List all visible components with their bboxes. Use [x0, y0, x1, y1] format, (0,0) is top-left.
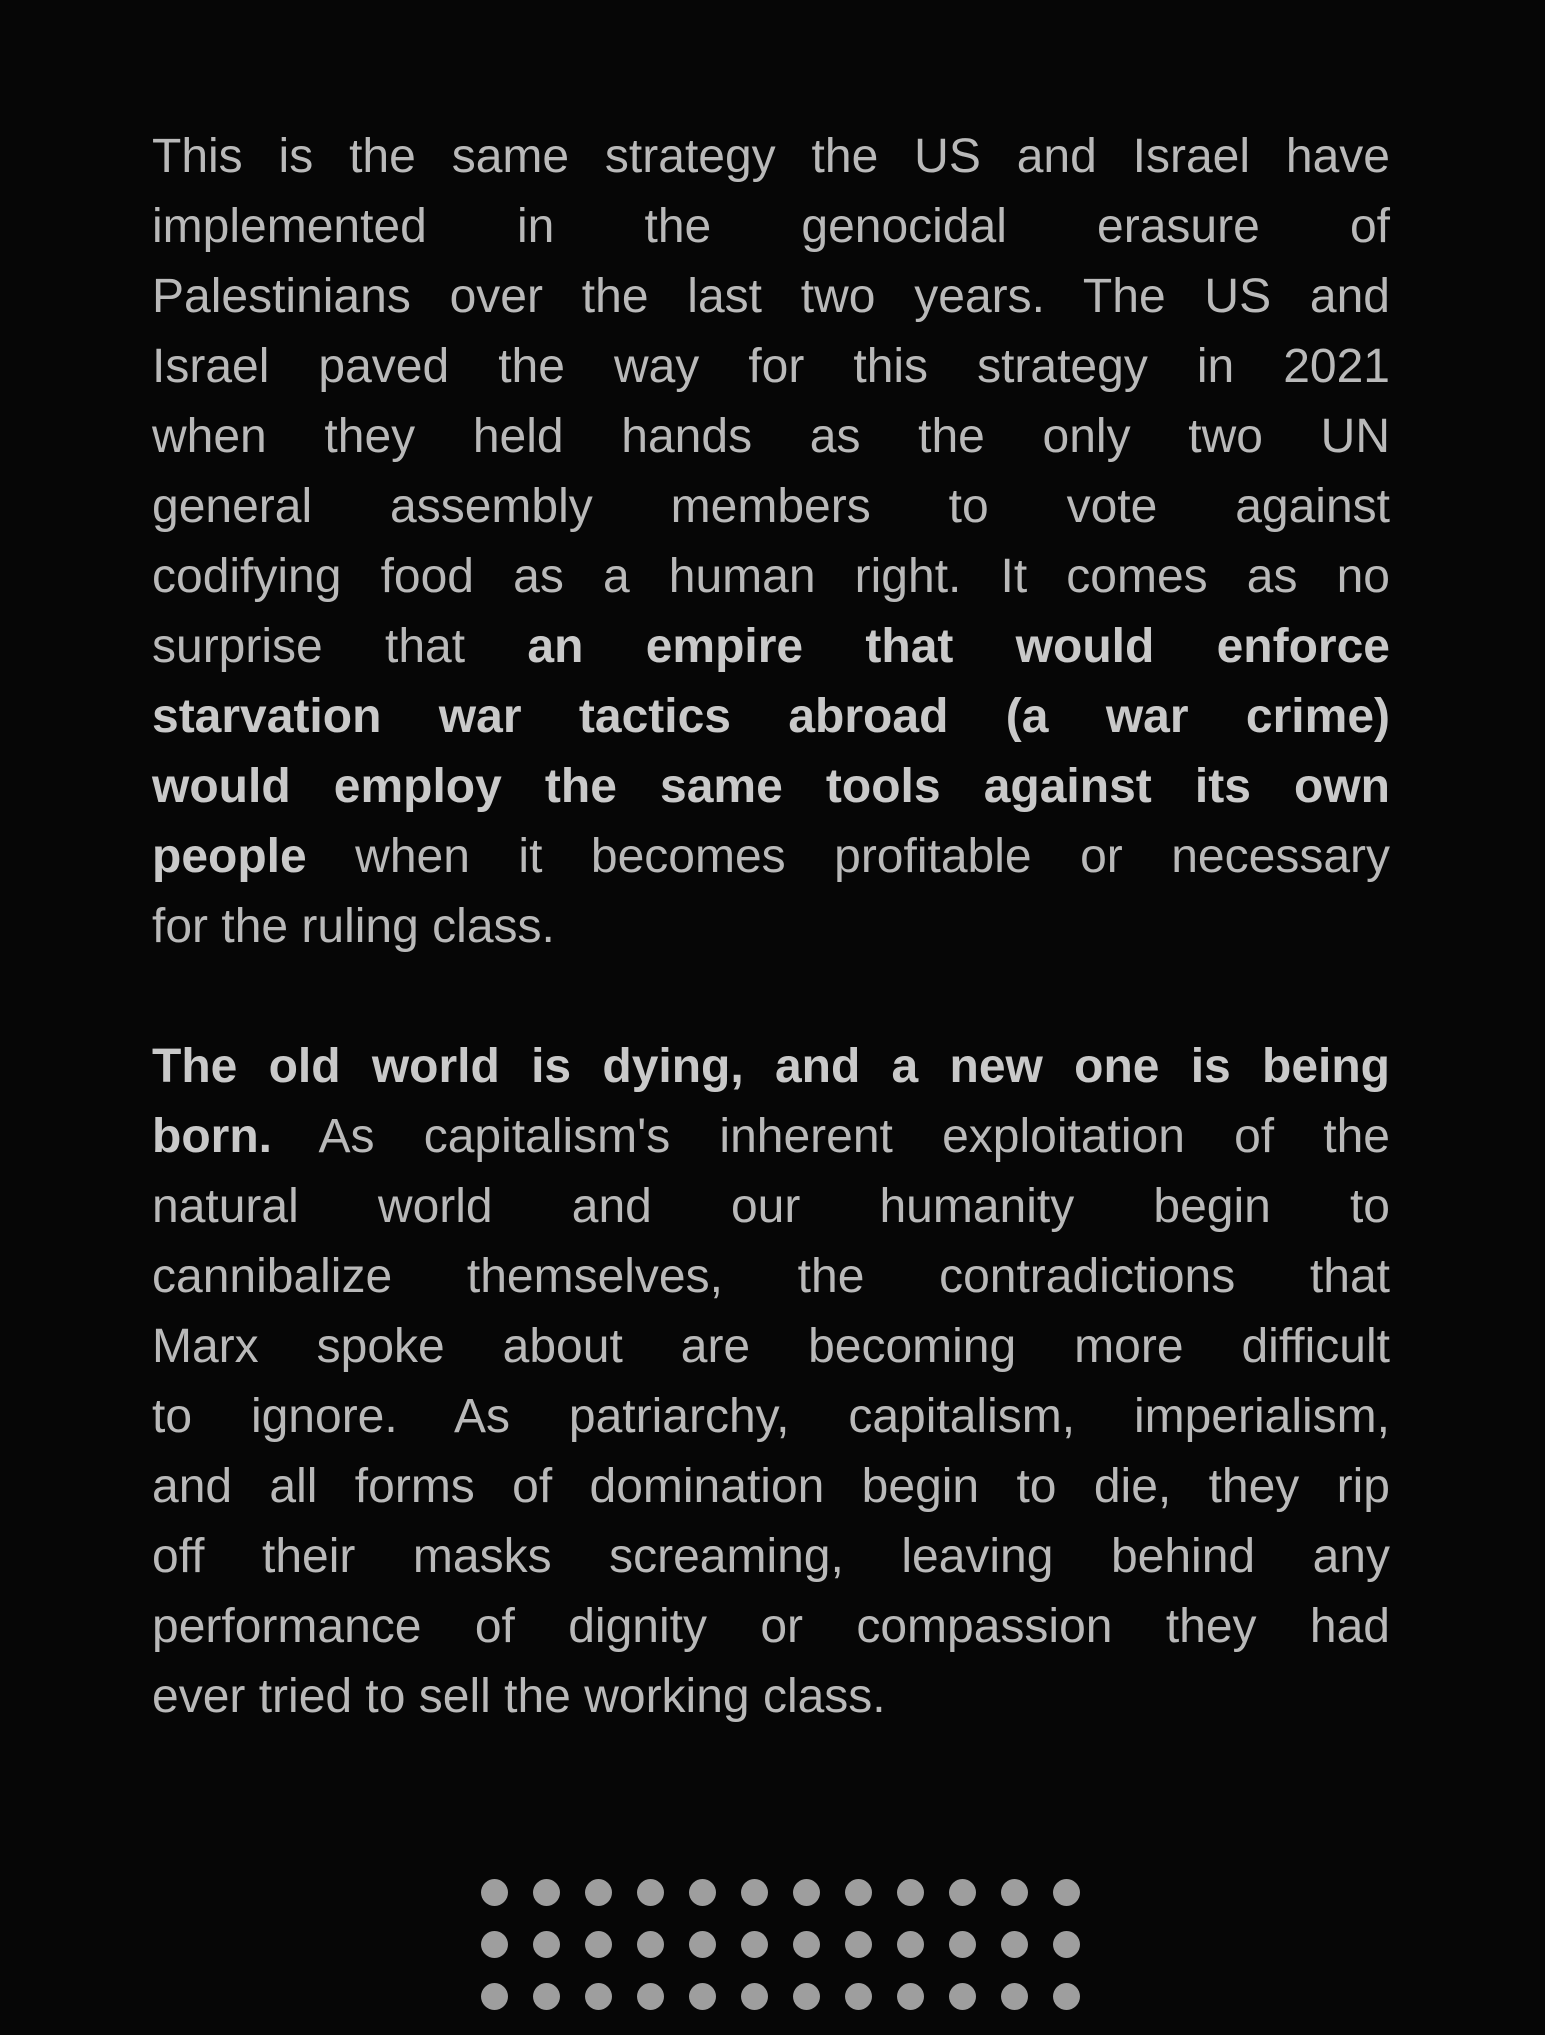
dot	[689, 1879, 716, 1906]
dot	[637, 1879, 664, 1906]
dot	[637, 1931, 664, 1958]
text-line	[152, 752, 1390, 822]
text-line	[152, 332, 1390, 402]
text-line	[152, 1242, 1390, 1312]
dot	[481, 1879, 508, 1906]
text-line	[152, 1592, 1390, 1662]
text-line	[152, 612, 1390, 682]
bold-text-segment: an empire that would enforce	[527, 620, 1390, 673]
dot	[897, 1983, 924, 2010]
dot	[897, 1879, 924, 1906]
text-segment: off their masks screaming, leaving behind any	[152, 1530, 1390, 1583]
dot	[689, 1983, 716, 2010]
text-line	[152, 822, 1390, 892]
dot	[793, 1983, 820, 2010]
dot	[637, 1983, 664, 2010]
dot	[689, 1931, 716, 1958]
text-segment: surprise that	[152, 620, 528, 673]
text-segment: cannibalize themselves, the contradictions that	[152, 1250, 1390, 1303]
paragraph	[152, 1032, 1390, 1732]
dot	[741, 1879, 768, 1906]
text-segment: when it becomes profitable or necessary	[306, 830, 1390, 883]
text-line	[152, 1522, 1390, 1592]
text-segment: Palestinians over the last two years. The US and	[152, 270, 1390, 323]
text-line	[152, 192, 1390, 262]
text-line	[152, 892, 1390, 962]
text-line	[152, 472, 1390, 542]
dot	[741, 1931, 768, 1958]
dot-row	[481, 1931, 1080, 1958]
text-line	[152, 1102, 1390, 1172]
text-segment: codifying food as a human right. It comes as no	[152, 550, 1390, 603]
dot	[481, 1983, 508, 2010]
text-line	[152, 1452, 1390, 1522]
dot-row	[481, 1879, 1080, 1906]
bold-text-segment: The old world is dying, and a new one is being	[152, 1040, 1390, 1093]
text-segment: to ignore. As patriarchy, capitalism, imperialism,	[152, 1390, 1390, 1443]
dot	[585, 1983, 612, 2010]
dot	[481, 1931, 508, 1958]
dot	[1001, 1879, 1028, 1906]
text-line	[152, 1172, 1390, 1242]
dot	[793, 1931, 820, 1958]
text-line	[152, 122, 1390, 192]
dot	[845, 1983, 872, 2010]
dot	[793, 1879, 820, 1906]
dot	[533, 1879, 560, 1906]
text-segment: performance of dignity or compassion they had	[152, 1600, 1390, 1653]
text-segment: Israel paved the way for this strategy in 2021	[152, 340, 1390, 393]
text-line	[152, 1382, 1390, 1452]
bold-text-segment: born.	[152, 1110, 272, 1163]
dot	[533, 1931, 560, 1958]
text-line	[152, 1662, 1390, 1732]
text-segment: As capitalism's inherent exploitation of the	[271, 1110, 1390, 1163]
dot	[741, 1983, 768, 2010]
text-line	[152, 262, 1390, 332]
dot	[1053, 1983, 1080, 2010]
dot	[1053, 1879, 1080, 1906]
text-segment: when they held hands as the only two UN	[152, 410, 1390, 463]
dot	[1053, 1931, 1080, 1958]
bold-text-segment: would employ the same tools against its own	[152, 760, 1390, 813]
dot	[845, 1879, 872, 1906]
bold-text-segment: starvation war tactics abroad (a war crime)	[152, 690, 1390, 743]
dot	[1001, 1931, 1028, 1958]
text-segment: This is the same strategy the US and Israel have	[152, 130, 1390, 183]
dot	[949, 1879, 976, 1906]
dot	[585, 1931, 612, 1958]
dot	[585, 1879, 612, 1906]
paragraph	[152, 122, 1390, 962]
text-line	[152, 402, 1390, 472]
text-line	[152, 682, 1390, 752]
dot	[949, 1931, 976, 1958]
text-segment: general assembly members to vote against	[152, 480, 1390, 533]
text-segment: for the ruling class.	[152, 900, 555, 953]
text-block	[152, 122, 1390, 1732]
dot	[897, 1931, 924, 1958]
dot-grid	[481, 1879, 1080, 2035]
dot	[533, 1983, 560, 2010]
bold-text-segment: people	[152, 830, 307, 883]
text-line	[152, 1312, 1390, 1382]
dot-row	[481, 1983, 1080, 2010]
text-segment: natural world and our humanity begin to	[152, 1180, 1390, 1233]
text-segment: and all forms of domination begin to die, they rip	[152, 1460, 1390, 1513]
dot	[949, 1983, 976, 2010]
dot	[845, 1931, 872, 1958]
text-segment: ever tried to sell the working class.	[152, 1670, 886, 1723]
text-segment: Marx spoke about are becoming more difficult	[152, 1320, 1390, 1373]
text-line	[152, 1032, 1390, 1102]
dot	[1001, 1983, 1028, 2010]
text-segment: implemented in the genocidal erasure of	[152, 200, 1390, 253]
text-line	[152, 542, 1390, 612]
